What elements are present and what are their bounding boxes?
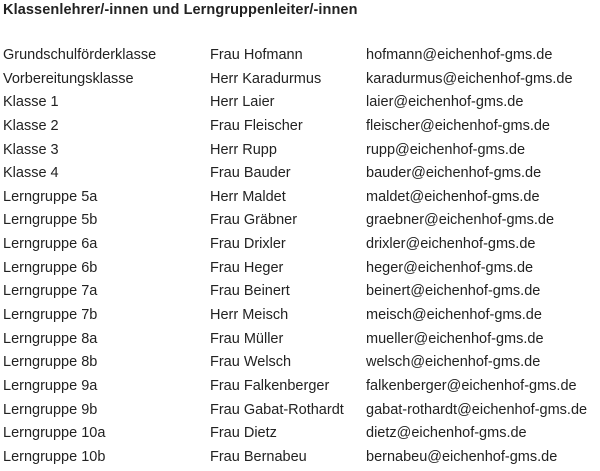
table-row xyxy=(3,352,600,376)
table-row xyxy=(3,234,600,258)
teacher-email: falkenberger@eichenhof-gms.de xyxy=(366,377,577,394)
teacher-email: laier@eichenhof-gms.de xyxy=(366,94,524,111)
table-row xyxy=(3,281,600,305)
group-name: Lerngruppe 6a xyxy=(3,236,98,253)
table-row xyxy=(3,69,600,93)
group-name: Lerngruppe 5a xyxy=(3,188,98,205)
table-row xyxy=(3,45,600,69)
group-name: Lerngruppe 6b xyxy=(3,259,98,276)
table-row xyxy=(3,423,600,447)
teacher-email: karadurmus@eichenhof-gms.de xyxy=(366,70,573,87)
table-row xyxy=(3,92,600,116)
group-name: Klasse 1 xyxy=(3,94,59,111)
teacher-email: bauder@eichenhof-gms.de xyxy=(366,165,542,182)
table-row xyxy=(3,258,600,282)
group-name: Grundschulförderklasse xyxy=(3,47,157,63)
teacher-name: Frau Beinert xyxy=(210,283,290,300)
table-row xyxy=(3,140,600,164)
group-name: Lerngruppe 5b xyxy=(3,212,98,229)
teacher-name: Frau Gräbner xyxy=(210,212,298,229)
table-row xyxy=(3,116,600,140)
teacher-name: Frau Bernabeu xyxy=(210,448,307,465)
group-name: Lerngruppe 9a xyxy=(3,377,98,394)
teacher-email: mueller@eichenhof-gms.de xyxy=(366,330,544,347)
table-row xyxy=(3,376,600,400)
table-row xyxy=(3,187,600,211)
teacher-name: Frau Müller xyxy=(210,330,284,347)
table-row xyxy=(3,400,600,424)
teacher-email: graebner@eichenhof-gms.de xyxy=(366,212,555,229)
teacher-name: Frau Gabat-Rothardt xyxy=(210,401,344,418)
teacher-name: Herr Meisch xyxy=(210,307,289,324)
teacher-name: Herr Karadurmus xyxy=(210,70,322,87)
teacher-table xyxy=(3,45,600,471)
teacher-email: bernabeu@eichenhof-gms.de xyxy=(366,448,558,465)
teacher-name: Frau Dietz xyxy=(210,425,277,442)
teacher-name: Frau Hofmann xyxy=(210,47,303,63)
teacher-email: welsch@eichenhof-gms.de xyxy=(366,354,541,371)
teacher-name: Frau Drixler xyxy=(210,236,286,253)
teacher-email: fleischer@eichenhof-gms.de xyxy=(366,117,550,134)
teacher-email: rupp@eichenhof-gms.de xyxy=(366,141,526,158)
table-row xyxy=(3,163,600,187)
group-name: Lerngruppe 9b xyxy=(3,401,98,418)
table-row xyxy=(3,447,600,471)
table-row xyxy=(3,210,600,234)
table-row xyxy=(3,329,600,353)
group-name: Lerngruppe 8b xyxy=(3,354,98,371)
group-name: Klasse 3 xyxy=(3,141,59,158)
group-name: Lerngruppe 10a xyxy=(3,425,106,442)
teacher-name: Frau Heger xyxy=(210,259,284,276)
teacher-name: Herr Maldet xyxy=(210,188,286,205)
teacher-name: Frau Fleischer xyxy=(210,117,303,134)
table-row xyxy=(3,305,600,329)
page-title: Klassenlehrer/-innen und Lerngruppenleiter/-innen xyxy=(3,2,358,18)
teacher-name: Herr Rupp xyxy=(210,141,277,158)
teacher-email: dietz@eichenhof-gms.de xyxy=(366,425,527,442)
teacher-email: meisch@eichenhof-gms.de xyxy=(366,307,542,324)
group-name: Lerngruppe 7b xyxy=(3,307,98,324)
teacher-name: Frau Welsch xyxy=(210,354,292,371)
teacher-email: gabat-rothardt@eichenhof-gms.de xyxy=(366,401,588,418)
teacher-email: beinert@eichenhof-gms.de xyxy=(366,283,541,300)
group-name: Lerngruppe 7a xyxy=(3,283,98,300)
teacher-email: maldet@eichenhof-gms.de xyxy=(366,188,540,205)
group-name: Klasse 2 xyxy=(3,117,59,134)
teacher-name: Frau Bauder xyxy=(210,165,291,182)
group-name: Lerngruppe 10b xyxy=(3,448,106,465)
teacher-email: heger@eichenhof-gms.de xyxy=(366,259,534,276)
teacher-name: Frau Falkenberger xyxy=(210,377,330,394)
group-name: Vorbereitungsklasse xyxy=(3,70,134,87)
teacher-email: hofmann@eichenhof-gms.de xyxy=(366,47,553,63)
teacher-name: Herr Laier xyxy=(210,94,275,111)
group-name: Lerngruppe 8a xyxy=(3,330,98,347)
teacher-email: drixler@eichenhof-gms.de xyxy=(366,236,536,253)
group-name: Klasse 4 xyxy=(3,165,59,182)
